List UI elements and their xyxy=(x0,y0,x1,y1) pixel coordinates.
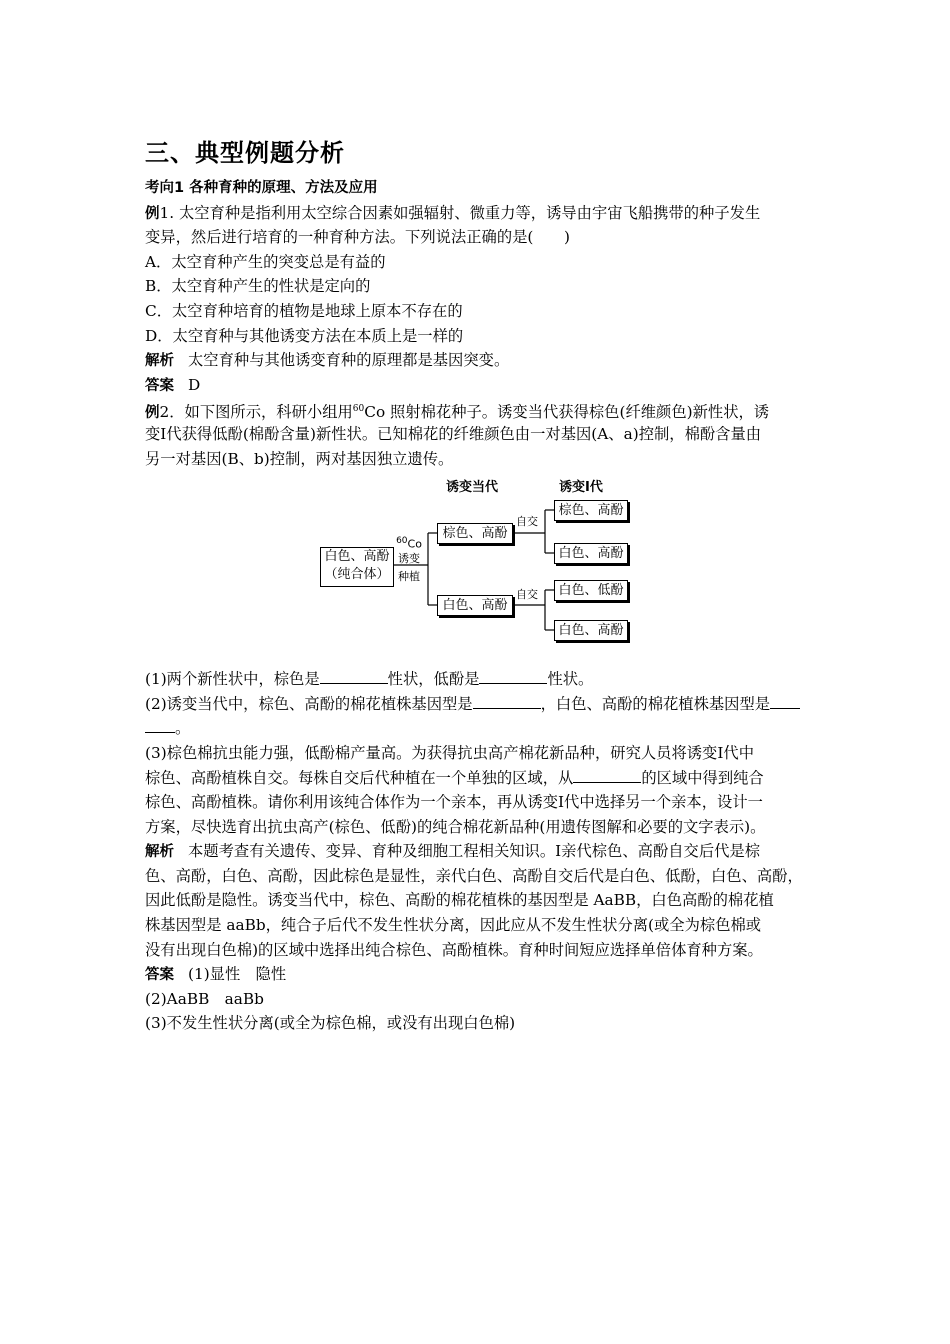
option-d: D．太空育种与其他诱变方法在本质上是一样的 xyxy=(145,326,464,345)
answer-line: (2)AaBB aaBb xyxy=(145,989,264,1008)
option-b: B．太空育种产生的性状是定向的 xyxy=(145,277,371,296)
example2-line: 另一对基因(B、b)控制，两对基因独立遗传。 xyxy=(145,449,454,468)
answer-blank[interactable] xyxy=(770,692,800,709)
treatment-label: $^{60}$Co 诱变 xyxy=(396,536,422,565)
example1-analysis: 解析 太空育种与其他诱变育种的原理都是基因突变。 xyxy=(145,351,510,370)
option-a: A．太空育种产生的突变总是有益的 xyxy=(145,252,386,271)
answer-label: 答案 xyxy=(145,377,174,394)
question-3: 棕色、高酚植株。请你利用该纯合体作为一个亲本，再从诱变Ⅰ代中选择另一个亲本，设计一 xyxy=(145,793,763,812)
example2-analysis: 解析 本题考查有关遗传、变异、育种及细胞工程相关知识。Ⅰ亲代棕色、高酚自交后代是棕 xyxy=(145,842,761,861)
question-1: (1)两个新性状中，棕色是 性状，低酚是 性状。 xyxy=(145,667,810,692)
column-title-gen1: 诱变当代 xyxy=(446,480,499,495)
answer-label: 答案 xyxy=(145,967,174,984)
answer-blank[interactable] xyxy=(479,667,547,684)
analysis-label: 解析 xyxy=(145,844,174,861)
example-label: 例 xyxy=(145,205,160,222)
answer-blank-cont[interactable] xyxy=(145,716,175,733)
gen2-box: 白色、低酚 xyxy=(554,580,628,601)
self-cross-label: 自交 xyxy=(516,515,538,528)
gen1-box-brown: 棕色、高酚 xyxy=(437,523,513,544)
analysis-line: 色、高酚，白色、高酚，因此棕色是显性，亲代白色、高酚自交后代是白色、低酚，白色、高酚， xyxy=(145,866,803,885)
breeding-diagram xyxy=(318,470,638,645)
example2-line: 变Ⅰ代获得低酚(棉酚含量)新性状。已知棉花的纤维颜色由一对基因(A、a)控制，棉酚含量由 xyxy=(145,424,762,443)
option-c: C．太空育种培育的植物是地球上原本不存在的 xyxy=(145,301,463,320)
parent-box: 白色、高酚 （纯合体） xyxy=(320,547,394,587)
example2-line: 例2．如下图所示，科研小组用$^{60}$Co 照射棉花种子。诱变当代获得棕色(纤维颜色)新性状，诱 xyxy=(145,403,770,422)
question-3: (3)棕色棉抗虫能力强，低酚棉产量高。为获得抗虫高产棉花新品种，研究人员将诱变Ⅰ代中 xyxy=(145,743,754,762)
example1-answer: 答案 D xyxy=(145,375,201,394)
question-3: 方案，尽快选育出抗虫高产(棕色、低酚)的纯合棉花新品种(用遗传图解和必要的文字表示)。 xyxy=(145,817,766,836)
page-title: 三、典型例题分析 xyxy=(145,139,345,167)
question-3: 棕色、高酚植株自交。每株自交后代种植在一个单独的区域，从 的区域中得到纯合 xyxy=(145,766,810,791)
analysis-line: 没有出现白色棉)的区域中选择出纯合棕色、高酚植株。育种时间短应选择单倍体育种方案。 xyxy=(145,940,763,959)
example-label: 例 xyxy=(145,405,160,422)
example2-answer: 答案 (1)显性 隐性 xyxy=(145,965,287,984)
analysis-line: 株基因型是 aaBb，纯合子后代不发生性状分离，因此应从不发生性状分离(或全为棕色棉或 xyxy=(145,916,762,935)
gen1-box-white: 白色、高酚 xyxy=(437,595,513,616)
answer-line: (3)不发生性状分离(或全为棕色棉，或没有出现白色棉) xyxy=(145,1014,516,1033)
example1-line: 变异，然后进行培育的一种育种方法。下列说法正确的是( ) xyxy=(145,228,570,247)
gen2-box: 棕色、高酚 xyxy=(554,500,628,521)
answer-blank[interactable] xyxy=(473,692,541,709)
gen2-box: 白色、高酚 xyxy=(554,543,628,564)
answer-blank[interactable] xyxy=(573,766,641,783)
gen2-box: 白色、高酚 xyxy=(554,620,628,641)
section-heading: 考向1 各种育种的原理、方法及应用 xyxy=(145,180,378,196)
question-2: (2)诱变当代中，棕色、高酚的棉花植株基因型是 ，白色、高酚的棉花植株基因型是 xyxy=(145,692,810,717)
column-title-gen2: 诱变Ⅰ代 xyxy=(559,480,603,495)
planting-label: 种植 xyxy=(398,570,420,583)
analysis-line: 因此低酚是隐性。诱变当代中，棕色、高酚的棉花植株的基因型是 AaBB，白色高酚的棉花植 xyxy=(145,891,774,910)
example1-line: 例1. 太空育种是指利用太空综合因素如强辐射、微重力等，诱导由宇宙飞船携带的种子发生 xyxy=(145,203,761,222)
self-cross-label: 自交 xyxy=(516,588,538,601)
analysis-label: 解析 xyxy=(145,353,174,370)
answer-blank[interactable] xyxy=(320,667,388,684)
question-2-cont: 。 xyxy=(145,716,810,741)
